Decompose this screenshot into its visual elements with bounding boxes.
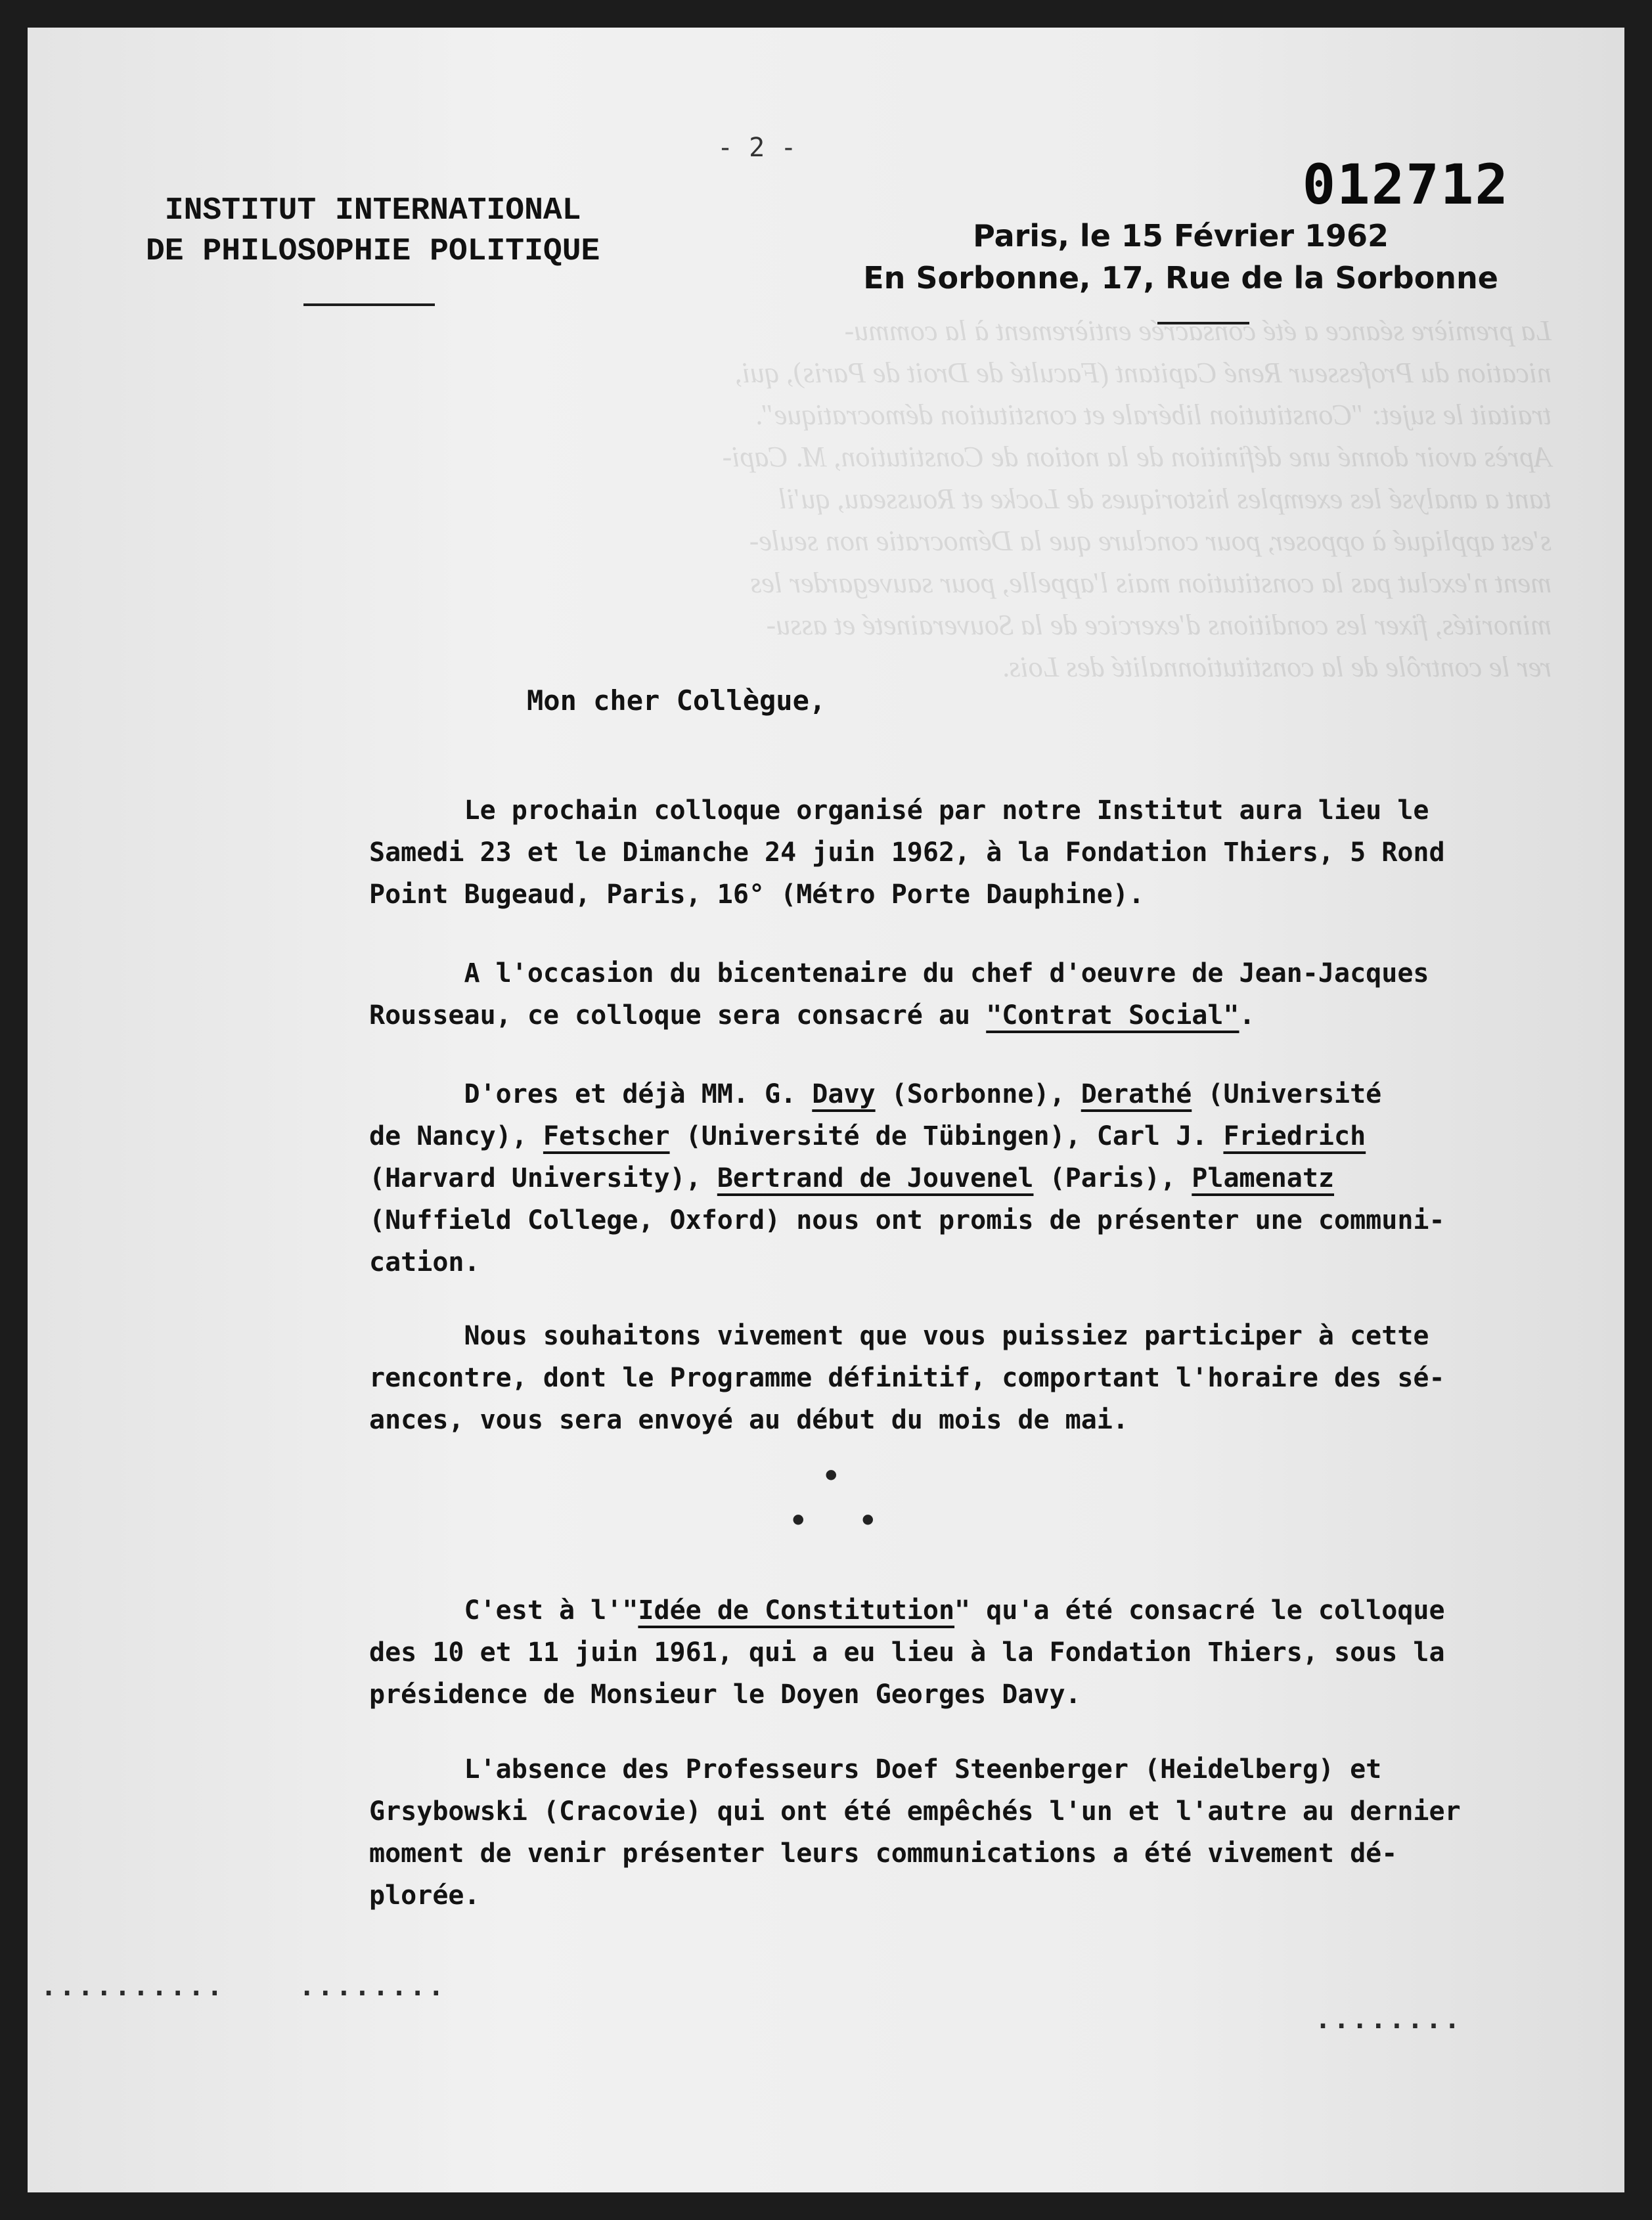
speaker-plamenatz: Plamenatz <box>1192 1163 1335 1193</box>
p3-line-2-mid: (Université de Tübingen), Carl J. <box>669 1121 1224 1151</box>
p5-line-1-start: C'est à l'" <box>369 1595 638 1626</box>
p3-line-4: (Nuffield College, Oxford) nous ont promis de présenter une communi- <box>369 1205 1445 1235</box>
p4-line-1: Nous souhaitons vivement que vous puissiez participer à cette <box>369 1321 1429 1351</box>
institute-line-2: DE PHILOSOPHIE POLITIQUE <box>146 234 600 269</box>
faint-page-number: - 2 - <box>717 133 797 163</box>
separator-dot-top: • <box>822 1459 840 1493</box>
p1-line-1: Le prochain colloque organisé par notre Institut aura lieu le <box>369 795 1429 826</box>
p5-line-3: présidence de Monsieur le Doyen Georges Davy. <box>369 1679 1081 1710</box>
separator-dots-bottom: • • <box>790 1504 877 1538</box>
p3-line-3-mid: (Paris), <box>1033 1163 1192 1193</box>
p5-line-2: des 10 et 11 juin 1961, qui a eu lieu à la Fondation Thiers, sous la <box>369 1637 1445 1668</box>
paragraph-colloque-announcement <box>369 789 1597 916</box>
address-line: En Sorbonne, 17, Rue de la Sorbonne <box>863 260 1498 296</box>
idee-de-constitution-title: Idée de Constitution <box>638 1595 955 1626</box>
footer-dots-right: ........ <box>1315 2005 1463 2035</box>
date-address-block <box>863 215 1498 299</box>
contrat-social-title: "Contrat Social" <box>986 1000 1239 1031</box>
letter-page <box>28 28 1624 2192</box>
paragraph-previous-colloque <box>369 1589 1597 1716</box>
speaker-davy: Davy <box>812 1079 876 1109</box>
p5-line-1-end: " qu'a été consacré le colloque <box>954 1595 1445 1626</box>
p2-line-2-end: . <box>1239 1000 1255 1031</box>
p3-line-3-start: (Harvard University), <box>369 1163 717 1193</box>
speaker-de-jouvenel: Bertrand de Jouvenel <box>717 1163 1034 1193</box>
reference-number: 012712 <box>1302 152 1509 217</box>
institute-line-1: INSTITUT INTERNATIONAL <box>164 193 581 229</box>
p4-line-2: rencontre, dont le Programme définitif, comportant l'horaire des sé- <box>369 1363 1445 1393</box>
p2-line-1: A l'occasion du bicentenaire du chef d'oeuvre de Jean-Jacques <box>369 958 1429 988</box>
paragraph-speakers <box>369 1073 1597 1283</box>
date-line: Paris, le 15 Février 1962 <box>973 218 1389 254</box>
p1-line-2: Samedi 23 et le Dimanche 24 juin 1962, à la Fondation Thiers, 5 Rond <box>369 837 1445 868</box>
header-rule-right <box>1157 322 1249 324</box>
p3-line-1-start: D'ores et déjà MM. G. <box>369 1079 813 1109</box>
institute-name <box>146 190 600 272</box>
footer-dots-left: .......... ........ <box>41 1972 447 2002</box>
p6-line-2: Grsybowski (Cracovie) qui ont été empêchés l'un et l'autre au dernier <box>369 1796 1461 1827</box>
paragraph-bicentenary <box>369 952 1597 1036</box>
speaker-friedrich: Friedrich <box>1223 1121 1366 1151</box>
p3-line-5: cation. <box>369 1247 480 1277</box>
p6-line-1: L'absence des Professeurs Doef Steenberger (Heidelberg) et <box>369 1754 1382 1785</box>
speaker-fetscher: Fetscher <box>543 1121 670 1151</box>
p3-line-2-start: de Nancy), <box>369 1121 543 1151</box>
paragraph-invitation <box>369 1315 1597 1441</box>
p1-line-3: Point Bugeaud, Paris, 16° (Métro Porte Dauphine). <box>369 879 1145 910</box>
p6-line-4: plorée. <box>369 1880 480 1911</box>
p6-line-3: moment de venir présenter leurs communications a été vivement dé- <box>369 1838 1398 1869</box>
p4-line-3: ances, vous sera envoyé au début du mois de mai. <box>369 1405 1128 1435</box>
speaker-derathe: Derathé <box>1081 1079 1192 1109</box>
paragraph-absence <box>369 1748 1597 1917</box>
bleed-through-text: La première séance a été consacrée entièrement à la commu- nication du Professeur René Capitant (Faculté de Droit de Paris), qui, traitait le sujet: "Constitution libérale et constitution démocratique". Après avoir donné une définition de la notion de Constitution, M. Capi- tant a analysé les exemples historiques de Locke et Rousseau, qu'il s'est appliqué à opposer, pour conclure que la Démocratie non seule- ment n'exclut pas la constitution mais l'appelle, pour sauvegarder les minorités, fixer les conditions d'exercice de la Souveraineté et assu- rer le contrôle de la constitutionnalité des Lois. <box>722 315 1552 683</box>
salutation: Mon cher Collègue, <box>527 684 826 717</box>
p2-line-2: Rousseau, ce colloque sera consacré au <box>369 1000 987 1031</box>
header-rule-left <box>303 303 435 306</box>
p3-line-1-mid: (Sorbonne), <box>875 1079 1081 1109</box>
p3-line-1-end: (Université <box>1192 1079 1382 1109</box>
